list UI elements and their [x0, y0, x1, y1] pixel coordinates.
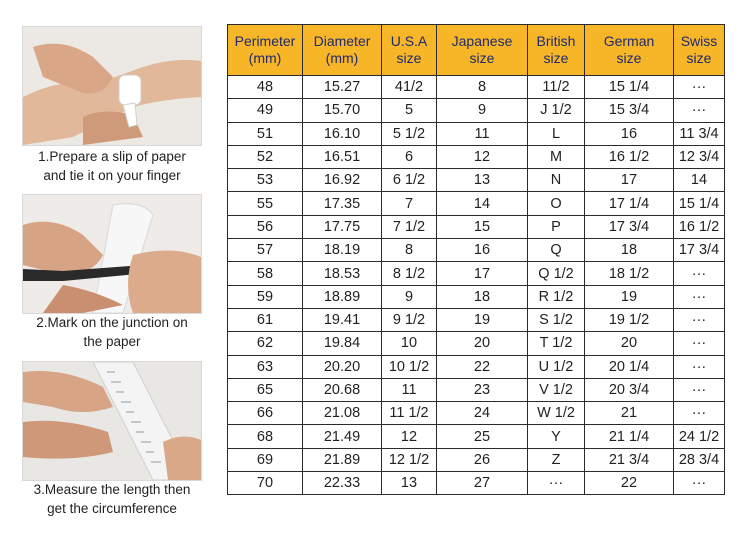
cell-diameter: 21.49: [303, 425, 382, 448]
header-diameter: Diameter (mm): [303, 25, 382, 76]
cell-perimeter: 68: [228, 425, 303, 448]
cell-swiss: ···: [674, 378, 725, 401]
cell-diameter: 18.53: [303, 262, 382, 285]
cell-diameter: 17.35: [303, 192, 382, 215]
cell-usa: 10 1/2: [382, 355, 437, 378]
cell-swiss: ···: [674, 402, 725, 425]
cell-usa: 7: [382, 192, 437, 215]
cell-usa: 12: [382, 425, 437, 448]
cell-british: M: [528, 145, 585, 168]
cell-usa: 7 1/2: [382, 215, 437, 238]
cell-perimeter: 63: [228, 355, 303, 378]
cell-german: 22: [585, 472, 674, 495]
cell-usa: 8: [382, 239, 437, 262]
cell-swiss: 15 1/4: [674, 192, 725, 215]
step3-line1: 3.Measure the length then: [33, 482, 191, 497]
step3-text: [12, 480, 212, 518]
cell-swiss: 17 3/4: [674, 239, 725, 262]
cell-japanese: 8: [437, 76, 528, 99]
cell-perimeter: 70: [228, 472, 303, 495]
table-row: [228, 192, 725, 215]
cell-japanese: 26: [437, 448, 528, 471]
table-row: [228, 378, 725, 401]
cell-perimeter: 48: [228, 76, 303, 99]
cell-diameter: 15.27: [303, 76, 382, 99]
cell-usa: 6 1/2: [382, 169, 437, 192]
cell-japanese: 18: [437, 285, 528, 308]
cell-british: J 1/2: [528, 99, 585, 122]
cell-british: Y: [528, 425, 585, 448]
cell-usa: 6: [382, 145, 437, 168]
cell-british: 11/2: [528, 76, 585, 99]
cell-swiss: ···: [674, 99, 725, 122]
cell-japanese: 13: [437, 169, 528, 192]
header-british-size: British size: [528, 25, 585, 76]
ruler-measure-image: [23, 362, 201, 480]
header-usa-size: U.S.A size: [382, 25, 437, 76]
cell-diameter: 19.84: [303, 332, 382, 355]
cell-swiss: ···: [674, 472, 725, 495]
step3-line2: get the circumference: [47, 501, 177, 516]
step2-line1: 2.Mark on the junction on: [36, 315, 188, 330]
cell-perimeter: 61: [228, 308, 303, 331]
cell-japanese: 22: [437, 355, 528, 378]
cell-german: 17 1/4: [585, 192, 674, 215]
cell-perimeter: 55: [228, 192, 303, 215]
step2-text: [12, 313, 212, 351]
cell-japanese: 12: [437, 145, 528, 168]
cell-perimeter: 57: [228, 239, 303, 262]
cell-german: 18 1/2: [585, 262, 674, 285]
cell-diameter: 18.89: [303, 285, 382, 308]
cell-perimeter: 66: [228, 402, 303, 425]
cell-usa: 12 1/2: [382, 448, 437, 471]
cell-diameter: 22.33: [303, 472, 382, 495]
cell-usa: 5: [382, 99, 437, 122]
finger-paper-image: [23, 27, 201, 145]
cell-usa: 5 1/2: [382, 122, 437, 145]
cell-usa: 9: [382, 285, 437, 308]
cell-usa: 11: [382, 378, 437, 401]
cell-british: W 1/2: [528, 402, 585, 425]
cell-perimeter: 49: [228, 99, 303, 122]
cell-diameter: 19.41: [303, 308, 382, 331]
header-german-size: German size: [585, 25, 674, 76]
table-row: [228, 122, 725, 145]
table-row: [228, 169, 725, 192]
cell-diameter: 21.89: [303, 448, 382, 471]
cell-german: 20 3/4: [585, 378, 674, 401]
cell-german: 19: [585, 285, 674, 308]
cell-perimeter: 52: [228, 145, 303, 168]
step3-photo: [22, 361, 202, 481]
cell-british: V 1/2: [528, 378, 585, 401]
table-header-row: [228, 25, 725, 76]
cell-german: 21: [585, 402, 674, 425]
cell-german: 16: [585, 122, 674, 145]
cell-perimeter: 65: [228, 378, 303, 401]
step2-line2: the paper: [83, 334, 141, 349]
table-row: [228, 76, 725, 99]
cell-german: 19 1/2: [585, 308, 674, 331]
table-row: [228, 402, 725, 425]
cell-usa: 11 1/2: [382, 402, 437, 425]
cell-diameter: 16.10: [303, 122, 382, 145]
cell-german: 21 3/4: [585, 448, 674, 471]
cell-perimeter: 62: [228, 332, 303, 355]
header-perimeter: Perimeter (mm): [228, 25, 303, 76]
cell-german: 21 1/4: [585, 425, 674, 448]
cell-british: S 1/2: [528, 308, 585, 331]
cell-british: O: [528, 192, 585, 215]
cell-diameter: 21.08: [303, 402, 382, 425]
cell-german: 15 1/4: [585, 76, 674, 99]
ring-size-table: [227, 24, 725, 495]
table-row: [228, 99, 725, 122]
cell-british: L: [528, 122, 585, 145]
cell-diameter: 20.20: [303, 355, 382, 378]
cell-japanese: 19: [437, 308, 528, 331]
cell-swiss: 14: [674, 169, 725, 192]
cell-japanese: 16: [437, 239, 528, 262]
step2-photo: [22, 194, 202, 314]
table-row: [228, 332, 725, 355]
cell-british: P: [528, 215, 585, 238]
table-row: [228, 262, 725, 285]
table-row: [228, 472, 725, 495]
cell-perimeter: 59: [228, 285, 303, 308]
cell-swiss: 11 3/4: [674, 122, 725, 145]
cell-diameter: 17.75: [303, 215, 382, 238]
cell-usa: 41/2: [382, 76, 437, 99]
cell-british: Q: [528, 239, 585, 262]
cell-swiss: ···: [674, 332, 725, 355]
table-row: [228, 308, 725, 331]
cell-japanese: 17: [437, 262, 528, 285]
header-japanese-size: Japanese size: [437, 25, 528, 76]
cell-japanese: 14: [437, 192, 528, 215]
table-row: [228, 239, 725, 262]
header-swiss-size: Swiss size: [674, 25, 725, 76]
ring-size-table-container: [227, 24, 725, 495]
cell-british: U 1/2: [528, 355, 585, 378]
step1-line1: 1.Prepare a slip of paper: [38, 149, 186, 164]
cell-british: T 1/2: [528, 332, 585, 355]
cell-usa: 13: [382, 472, 437, 495]
cell-german: 17: [585, 169, 674, 192]
cell-german: 16 1/2: [585, 145, 674, 168]
table-row: [228, 425, 725, 448]
cell-german: 15 3/4: [585, 99, 674, 122]
cell-japanese: 27: [437, 472, 528, 495]
step1-text: [12, 147, 212, 185]
instructions-panel: [0, 0, 222, 558]
table-row: [228, 285, 725, 308]
step1-photo: [22, 26, 202, 146]
cell-swiss: 24 1/2: [674, 425, 725, 448]
cell-japanese: 15: [437, 215, 528, 238]
cell-perimeter: 58: [228, 262, 303, 285]
cell-japanese: 25: [437, 425, 528, 448]
cell-swiss: ···: [674, 308, 725, 331]
cell-german: 17 3/4: [585, 215, 674, 238]
cell-perimeter: 69: [228, 448, 303, 471]
table-row: [228, 215, 725, 238]
cell-japanese: 24: [437, 402, 528, 425]
cell-diameter: 18.19: [303, 239, 382, 262]
cell-diameter: 16.51: [303, 145, 382, 168]
cell-british: R 1/2: [528, 285, 585, 308]
cell-swiss: ···: [674, 285, 725, 308]
step1-line2: and tie it on your finger: [43, 168, 181, 183]
cell-british: Q 1/2: [528, 262, 585, 285]
cell-british: N: [528, 169, 585, 192]
cell-british: ···: [528, 472, 585, 495]
cell-swiss: 12 3/4: [674, 145, 725, 168]
cell-swiss: ···: [674, 262, 725, 285]
cell-perimeter: 56: [228, 215, 303, 238]
pen-marking-image: [23, 195, 201, 313]
table-row: [228, 145, 725, 168]
table-row: [228, 448, 725, 471]
cell-german: 20 1/4: [585, 355, 674, 378]
cell-diameter: 15.70: [303, 99, 382, 122]
table-row: [228, 355, 725, 378]
cell-usa: 8 1/2: [382, 262, 437, 285]
cell-swiss: 16 1/2: [674, 215, 725, 238]
cell-japanese: 20: [437, 332, 528, 355]
cell-german: 20: [585, 332, 674, 355]
cell-usa: 10: [382, 332, 437, 355]
cell-swiss: ···: [674, 355, 725, 378]
cell-swiss: 28 3/4: [674, 448, 725, 471]
cell-swiss: ···: [674, 76, 725, 99]
cell-japanese: 11: [437, 122, 528, 145]
cell-british: Z: [528, 448, 585, 471]
cell-usa: 9 1/2: [382, 308, 437, 331]
cell-diameter: 16.92: [303, 169, 382, 192]
cell-perimeter: 53: [228, 169, 303, 192]
cell-perimeter: 51: [228, 122, 303, 145]
cell-german: 18: [585, 239, 674, 262]
cell-japanese: 23: [437, 378, 528, 401]
cell-diameter: 20.68: [303, 378, 382, 401]
cell-japanese: 9: [437, 99, 528, 122]
